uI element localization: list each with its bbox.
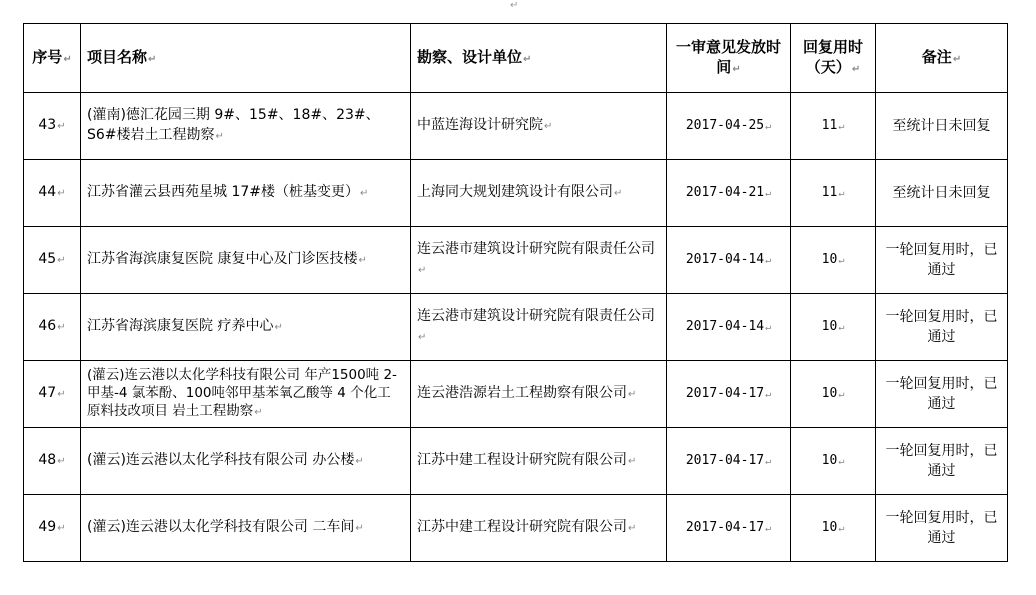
cell-unit: 中蓝连海设计研究院↵ — [411, 93, 667, 160]
header-unit: 勘察、设计单位↵ — [411, 24, 667, 93]
table-row — [24, 361, 1008, 428]
cell-seq: 47↵ — [24, 361, 81, 428]
cell-date: 2017-04-14↵ — [667, 227, 791, 294]
cell-days: 10↵ — [791, 361, 876, 428]
cell-note: 一轮回复用时，已通过 — [876, 227, 1008, 294]
cell-unit: 江苏中建工程设计研究院有限公司↵ — [411, 428, 667, 495]
paragraph-mark: ↵ — [510, 0, 519, 11]
header-days: 回复用时（天）↵ — [791, 24, 876, 93]
table-row — [24, 428, 1008, 495]
header-project: 项目名称↵ — [81, 24, 411, 93]
cell-days: 10↵ — [791, 428, 876, 495]
cell-project: 江苏省灌云县西苑星城 17#楼（桩基变更）↵ — [81, 160, 411, 227]
cell-days: 11↵ — [791, 160, 876, 227]
cell-days: 11↵ — [791, 93, 876, 160]
table-row — [24, 93, 1008, 160]
cell-seq: 44↵ — [24, 160, 81, 227]
cell-note: 至统计日未回复 — [876, 93, 1008, 160]
cell-project: (灌云)连云港以太化学科技有限公司 年产1500吨 2-甲基-4 氯苯酚、100吨邻甲基苯氧乙酸等 4 个化工原料技改项目 岩土工程勘察↵ — [81, 361, 411, 428]
cell-unit: 连云港市建筑设计研究院有限责任公司↵ — [411, 294, 667, 361]
cell-date: 2017-04-17↵ — [667, 361, 791, 428]
header-note: 备注↵ — [876, 24, 1008, 93]
cell-days: 10↵ — [791, 495, 876, 562]
cell-date: 2017-04-25↵ — [667, 93, 791, 160]
table-row — [24, 227, 1008, 294]
cell-days: 10↵ — [791, 294, 876, 361]
cell-note: 一轮回复用时，已通过 — [876, 495, 1008, 562]
cell-note: 一轮回复用时，已通过 — [876, 294, 1008, 361]
cell-unit: 连云港浩源岩土工程勘察有限公司↵ — [411, 361, 667, 428]
cell-project: (灌云)连云港以太化学科技有限公司 二车间↵ — [81, 495, 411, 562]
cell-date: 2017-04-14↵ — [667, 294, 791, 361]
cell-date: 2017-04-21↵ — [667, 160, 791, 227]
table-row — [24, 160, 1008, 227]
cell-date: 2017-04-17↵ — [667, 495, 791, 562]
review-table — [23, 23, 1008, 562]
table-row — [24, 495, 1008, 562]
cell-date: 2017-04-17↵ — [667, 428, 791, 495]
cell-seq: 46↵ — [24, 294, 81, 361]
header-seq: 序号↵ — [24, 24, 81, 93]
cell-seq: 45↵ — [24, 227, 81, 294]
table-header-row — [24, 24, 1008, 93]
cell-unit: 连云港市建筑设计研究院有限责任公司↵ — [411, 227, 667, 294]
cell-seq: 49↵ — [24, 495, 81, 562]
cell-unit: 江苏中建工程设计研究院有限公司↵ — [411, 495, 667, 562]
cell-days: 10↵ — [791, 227, 876, 294]
cell-unit: 上海同大规划建筑设计有限公司↵ — [411, 160, 667, 227]
table-row — [24, 294, 1008, 361]
cell-note: 一轮回复用时，已通过 — [876, 361, 1008, 428]
cell-note: 一轮回复用时，已通过 — [876, 428, 1008, 495]
cell-note: 至统计日未回复 — [876, 160, 1008, 227]
cell-seq: 43↵ — [24, 93, 81, 160]
cell-project: (灌南)德汇花园三期 9#、15#、18#、23#、S6#楼岩土工程勘察↵ — [81, 93, 411, 160]
cell-project: 江苏省海滨康复医院 康复中心及门诊医技楼↵ — [81, 227, 411, 294]
cell-project: 江苏省海滨康复医院 疗养中心↵ — [81, 294, 411, 361]
cell-seq: 48↵ — [24, 428, 81, 495]
cell-project: (灌云)连云港以太化学科技有限公司 办公楼↵ — [81, 428, 411, 495]
header-date: 一审意见发放时间↵ — [667, 24, 791, 93]
